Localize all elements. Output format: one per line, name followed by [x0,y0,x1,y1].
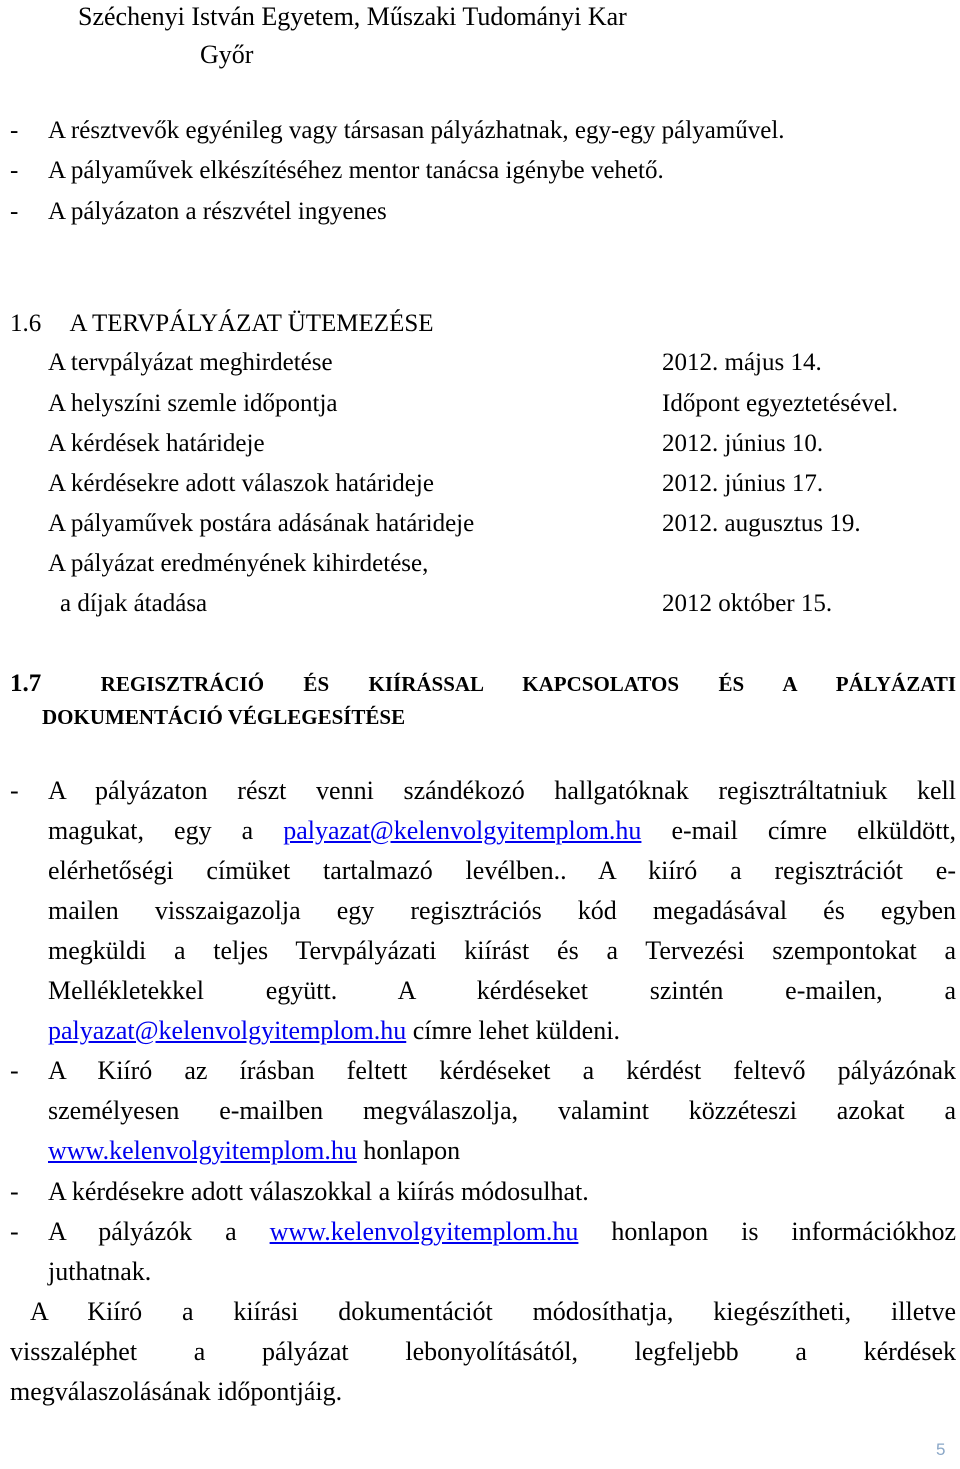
p2-line-2: személyesen e-mailben megválaszolja, valamint közzéteszi azokat a [48,1096,956,1125]
p3-line: A kérdésekre adott válaszokkal a kiírás módosulhat. [48,1177,589,1206]
closing-line-2: visszaléphet a pályázat lebonyolításától, legfeljebb a kérdések [10,1337,956,1366]
p1-line-1: A pályázaton részt venni szándékozó hallgatóknak regisztráltatniuk kell [48,776,956,805]
p1-text: magukat, egy a [48,816,254,845]
schedule-row [48,430,960,458]
schedule-row [48,349,960,377]
schedule-label: A kérdések határideje [48,430,265,457]
schedule-value: 2012. május 14. [662,349,822,376]
section-16-title: A TERVPÁLYÁZAT ÜTEMEZÉSE [69,310,434,337]
bullet-dash: - [10,1177,19,1206]
header-city: Győr [200,40,254,69]
schedule-row [48,590,960,618]
email-link[interactable]: palyazat@kelenvolgyitemplom.hu [283,816,642,845]
website-link[interactable]: www.kelenvolgyitemplom.hu [48,1136,357,1165]
p1-line-6: Mellékletekkel együtt. A kérdéseket szintén e-mailen, a [48,976,956,1005]
bullet-dash: - [10,776,19,805]
header-institution: Széchenyi István Egyetem, Műszaki Tudományi Kar [78,2,627,31]
schedule-label: A pályaművek postára adásának határideje [48,510,475,537]
closing-line-1: A Kiíró a kiírási dokumentációt módosíthatja, kiegészítheti, illetve [30,1297,956,1326]
schedule-label: A pályázat eredményének kihirdetése, [48,550,429,577]
closing-line-3: megválaszolásának időpontjáig. [10,1377,343,1406]
p4-line-1 [48,1217,956,1247]
page-number: 5 [936,1440,946,1459]
intro-bullet-2-text: A pályaművek elkészítéséhez mentor tanácsa igénybe vehető. [48,157,664,184]
schedule-value: 2012. június 17. [662,470,824,497]
p1-line-7 [48,1016,620,1046]
website-link[interactable]: www.kelenvolgyitemplom.hu [269,1217,579,1246]
intro-bullet-1: - A résztvevők egyénileg vagy társasan pályázhatnak, egy-egy pályaművel. [10,117,785,144]
section-17-number: 1.7 [10,670,42,697]
schedule-value: 2012. június 10. [662,430,824,457]
intro-bullet-3: - A pályázaton a részvétel ingyenes [10,198,387,225]
p2-text: honlapon [363,1136,461,1165]
schedule-label: A helyszíni szemle időpontja [48,390,338,417]
intro-bullet-1-text: A résztvevők egyénileg vagy társasan pályázhatnak, egy-egy pályaművel. [48,117,785,144]
schedule-row [48,550,960,578]
p2-line-3 [48,1136,460,1166]
p1-text: címre lehet küldeni. [412,1016,620,1045]
p1-text: e-mail címre elküldött, [671,816,957,845]
p4-text: A pályázók a [48,1217,237,1246]
section-17-heading-line1 [10,670,956,698]
p1-line-5: megküldi a teljes Tervpályázati kiírást és a Tervezési szempontokat a [48,936,956,965]
bullet-dash: - [10,1056,19,1085]
p2-line-1: A Kiíró az írásban feltett kérdéseket a kérdést feltevő pályázónak [48,1056,956,1085]
p1-line-4: mailen visszaigazolja egy regisztrációs kód megadásával és egyben [48,896,956,925]
p1-line-3: elérhetőségi címüket tartalmazó levélben.. A kiíró a regisztrációt e- [48,856,956,885]
email-link[interactable]: palyazat@kelenvolgyitemplom.hu [48,1016,407,1045]
schedule-row [48,470,960,498]
bullet-dash: - [10,1217,19,1246]
schedule-row [48,390,960,418]
section-17-heading-line2: DOKUMENTÁCIÓ VÉGLEGESÍTÉSE [42,705,406,729]
p1-line-2 [48,816,956,846]
schedule-value: 2012 október 15. [662,590,833,617]
schedule-row [48,510,960,538]
schedule-label: A kérdésekre adott válaszok határideje [48,470,434,497]
section-17-title-line1: REGISZTRÁCIÓ ÉS KIÍRÁSSAL KAPCSOLATOS ÉS A PÁLYÁZATI [100,672,957,696]
schedule-label: a díjak átadása [60,590,208,617]
schedule-value: Időpont egyeztetésével. [662,390,899,417]
schedule-value: 2012. augusztus 19. [662,510,861,537]
intro-bullet-3-text: A pályázaton a részvétel ingyenes [48,198,387,225]
intro-bullet-2: - A pályaművek elkészítéséhez mentor tanácsa igénybe vehető. [10,157,664,184]
schedule-label: A tervpályázat meghirdetése [48,349,333,376]
section-16-heading [10,310,434,338]
p4-line-2: juthatnak. [48,1257,152,1286]
p4-text: honlapon is információkhoz [611,1217,956,1246]
section-16-number: 1.6 [10,310,42,337]
